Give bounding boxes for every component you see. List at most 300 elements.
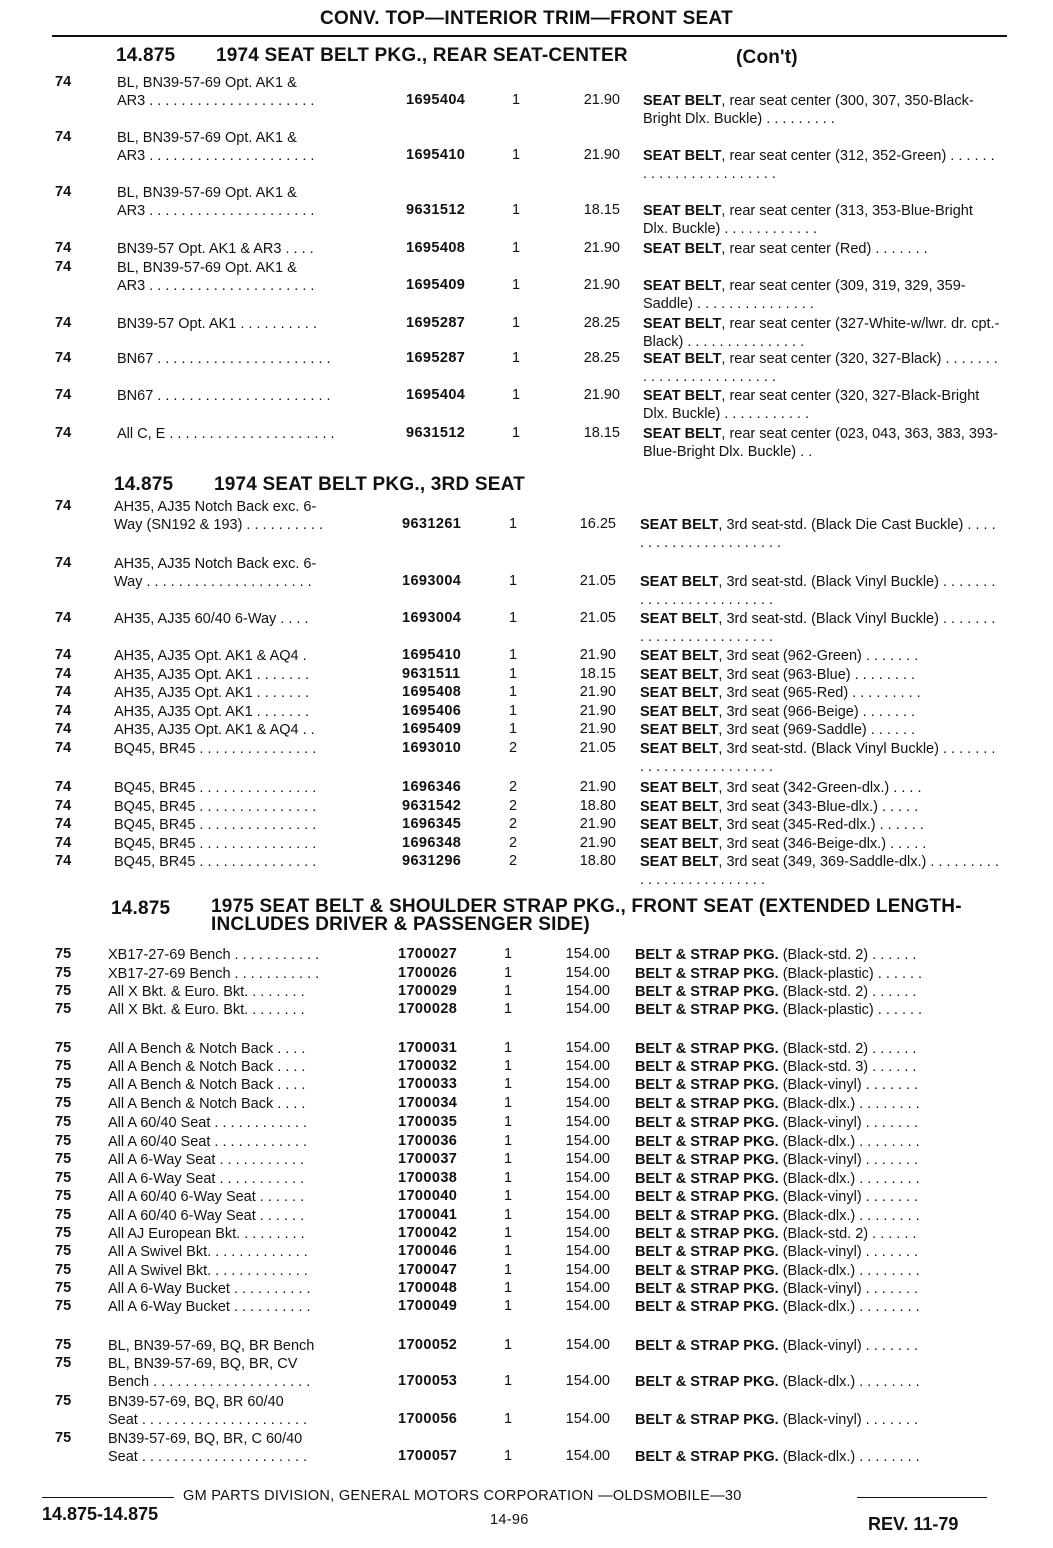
quantity: 1 <box>511 92 521 108</box>
quantity: 1 <box>511 387 521 403</box>
part-row <box>0 425 1053 465</box>
model-year: 74 <box>55 555 72 571</box>
part-number: 1700037 <box>398 1151 458 1167</box>
description-detail: (Black-dlx.) . . . . . . . . <box>778 1374 920 1390</box>
part-number: 1700042 <box>398 1225 458 1241</box>
application: All A Bench & Notch Back . . . . <box>108 1077 306 1093</box>
description <box>640 816 1000 834</box>
application: AH35, AJ35 Opt. AK1 & AQ4 . . <box>114 722 315 738</box>
part-number: 1700049 <box>398 1298 458 1314</box>
application: All X Bkt. & Euro. Bkt. . . . . . . . <box>108 1002 305 1018</box>
application: BQ45, BR45 . . . . . . . . . . . . . . . <box>114 741 317 757</box>
description-detail: , rear seat center (309, 319, 329, 359-Saddle) . . . . . . . . . . . . . . . <box>643 278 966 312</box>
description <box>635 965 1000 983</box>
model-year: 75 <box>55 1151 72 1167</box>
model-year: 75 <box>55 1207 72 1223</box>
description-name: SEAT BELT <box>640 704 719 720</box>
application: All AJ European Bkt. . . . . . . . . <box>108 1226 305 1242</box>
description-name: SEAT BELT <box>643 351 722 367</box>
description <box>635 1133 1000 1151</box>
part-row <box>0 555 1053 608</box>
description-detail: , 3rd seat-std. (Black Vinyl Buckle) . . . . . . . . . . . . . . . . . . . . . . . . <box>640 741 996 775</box>
description-detail: , rear seat center (Red) . . . . . . . <box>721 241 928 257</box>
description-name: BELT & STRAP PKG. <box>635 1002 779 1018</box>
quantity: 1 <box>511 240 521 256</box>
description <box>635 1373 1000 1391</box>
description <box>635 1114 1000 1132</box>
quantity: 1 <box>511 315 521 331</box>
part-number: 9631261 <box>402 516 462 532</box>
model-year: 74 <box>55 315 72 331</box>
section-number: 14.875 <box>116 45 176 66</box>
model-year: 75 <box>55 983 72 999</box>
model-year: 75 <box>55 1095 72 1111</box>
application: BQ45, BR45 . . . . . . . . . . . . . . . <box>114 799 317 815</box>
description-name: BELT & STRAP PKG. <box>635 1412 779 1428</box>
price: 21.05 <box>579 610 616 626</box>
description-name: BELT & STRAP PKG. <box>635 1299 779 1315</box>
header-rule <box>52 35 1007 37</box>
part-number: 1700038 <box>398 1170 458 1186</box>
application: BQ45, BR45 . . . . . . . . . . . . . . . <box>114 836 317 852</box>
quantity: 1 <box>503 1040 513 1056</box>
model-year: 75 <box>55 965 72 981</box>
description <box>643 147 1000 183</box>
quantity: 1 <box>503 1095 513 1111</box>
quantity: 1 <box>511 277 521 293</box>
price: 21.05 <box>579 573 616 589</box>
price: 154.00 <box>565 983 610 999</box>
description-detail: , 3rd seat (345-Red-dlx.) . . . . . . <box>718 817 924 833</box>
quantity: 1 <box>503 1170 513 1186</box>
part-row <box>0 184 1053 237</box>
model-year: 74 <box>55 666 72 682</box>
footer-publisher: GM PARTS DIVISION, GENERAL MOTORS CORPORATION —OLDSMOBILE—30 <box>183 1488 742 1504</box>
model-year: 74 <box>55 703 72 719</box>
description <box>635 946 1000 964</box>
application: All A 6-Way Bucket . . . . . . . . . . <box>108 1281 311 1297</box>
price: 154.00 <box>565 1133 610 1149</box>
quantity: 2 <box>508 798 518 814</box>
quantity: 1 <box>503 965 513 981</box>
model-year: 75 <box>55 1170 72 1186</box>
quantity: 1 <box>503 983 513 999</box>
description-detail: , 3rd seat (969-Saddle) . . . . . . <box>718 722 916 738</box>
application: BN67 . . . . . . . . . . . . . . . . . . . . . . <box>117 351 331 367</box>
model-year: 74 <box>55 387 72 403</box>
description-detail: (Black-plastic) . . . . . . <box>778 966 923 982</box>
description-name: BELT & STRAP PKG. <box>635 1338 779 1354</box>
part-number: 1695287 <box>406 350 466 366</box>
quantity: 1 <box>503 1373 513 1389</box>
part-number: 1695408 <box>406 240 466 256</box>
price: 154.00 <box>565 1280 610 1296</box>
part-number: 1695409 <box>402 721 462 737</box>
quantity: 1 <box>511 202 521 218</box>
model-year: 74 <box>55 184 72 200</box>
price: 154.00 <box>565 1298 610 1314</box>
description-detail: (Black-dlx.) . . . . . . . . <box>778 1208 920 1224</box>
description <box>640 835 1000 853</box>
model-year: 75 <box>55 1280 72 1296</box>
quantity: 1 <box>508 647 518 663</box>
price: 154.00 <box>565 1243 610 1259</box>
description-name: SEAT BELT <box>643 388 722 404</box>
description-name: SEAT BELT <box>643 278 722 294</box>
description-detail: , rear seat center (023, 043, 363, 383, 393-Blue-Bright Dlx. Buckle) . . <box>643 426 998 460</box>
price: 21.90 <box>579 835 616 851</box>
description <box>640 740 1000 776</box>
description-detail: , rear seat center (320, 327-Black) . . . . . . . . . . . . . . . . . . . . . . . . <box>643 351 998 385</box>
quantity: 1 <box>503 1188 513 1204</box>
application: All A 6-Way Bucket . . . . . . . . . . <box>108 1299 311 1315</box>
quantity: 1 <box>503 1337 513 1353</box>
model-year: 75 <box>55 1337 72 1353</box>
description-name: BELT & STRAP PKG. <box>635 1152 779 1168</box>
quantity: 1 <box>503 1207 513 1223</box>
description <box>643 240 1000 258</box>
part-number: 1700027 <box>398 946 458 962</box>
price: 154.00 <box>565 1337 610 1353</box>
part-row <box>0 259 1053 312</box>
description-name: SEAT BELT <box>643 316 722 332</box>
part-number: 9631296 <box>402 853 462 869</box>
description-detail: (Black-std. 2) . . . . . . <box>778 1226 917 1242</box>
part-number: 1700029 <box>398 983 458 999</box>
description <box>640 573 1000 609</box>
description <box>635 1298 1000 1316</box>
part-number: 1700047 <box>398 1262 458 1278</box>
model-year: 74 <box>55 129 72 145</box>
price: 18.15 <box>579 666 616 682</box>
model-year: 75 <box>55 1393 72 1409</box>
description <box>635 983 1000 1001</box>
part-number: 1700034 <box>398 1095 458 1111</box>
part-number: 1700048 <box>398 1280 458 1296</box>
price: 18.15 <box>583 425 620 441</box>
description <box>635 1076 1000 1094</box>
quantity: 1 <box>503 1298 513 1314</box>
section-continued: (Con't) <box>736 47 798 68</box>
description <box>635 1095 1000 1113</box>
description-detail: , 3rd seat (966-Beige) . . . . . . . <box>718 704 916 720</box>
description-detail: , rear seat center (327-White-w/lwr. dr. cpt.-Black) . . . . . . . . . . . . . . . <box>643 316 1000 350</box>
description <box>643 387 1000 423</box>
quantity: 1 <box>511 350 521 366</box>
quantity: 1 <box>503 946 513 962</box>
quantity: 2 <box>508 816 518 832</box>
application: BL, BN39-57-69, BQ, BR Bench <box>108 1338 315 1354</box>
part-row <box>0 315 1053 355</box>
part-number: 1700046 <box>398 1243 458 1259</box>
footer-rule-left <box>42 1497 174 1498</box>
price: 154.00 <box>565 1058 610 1074</box>
quantity: 1 <box>511 147 521 163</box>
part-number: 1693004 <box>402 573 462 589</box>
application: BL, BN39-57-69 Opt. AK1 & AR3 . . . . . . . . . . . . . . . . . . . . . <box>117 130 315 164</box>
model-year: 75 <box>55 1298 72 1314</box>
description <box>635 1262 1000 1280</box>
description-name: BELT & STRAP PKG. <box>635 1041 779 1057</box>
description <box>640 516 1000 552</box>
application: XB17-27-69 Bench . . . . . . . . . . . <box>108 966 320 982</box>
price: 18.80 <box>579 798 616 814</box>
part-row <box>0 350 1053 390</box>
model-year: 74 <box>55 350 72 366</box>
price: 21.90 <box>579 647 616 663</box>
description <box>635 1188 1000 1206</box>
price: 154.00 <box>565 1170 610 1186</box>
description-name: BELT & STRAP PKG. <box>635 1263 779 1279</box>
footer-section-range: 14.875-14.875 <box>42 1504 159 1524</box>
model-year: 75 <box>55 1430 72 1446</box>
description-name: SEAT BELT <box>640 836 719 852</box>
price: 154.00 <box>565 1188 610 1204</box>
application: AH35, AJ35 Notch Back exc. 6- Way . . . . . . . . . . . . . . . . . . . . . <box>114 556 317 590</box>
description-name: BELT & STRAP PKG. <box>635 966 779 982</box>
quantity: 1 <box>503 1411 513 1427</box>
part-number: 1700041 <box>398 1207 458 1223</box>
description-detail: , 3rd seat (343-Blue-dlx.) . . . . . <box>718 799 919 815</box>
application: All A Swivel Bkt. . . . . . . . . . . . . <box>108 1244 308 1260</box>
description-name: SEAT BELT <box>643 241 722 257</box>
description-detail: (Black-std. 2) . . . . . . <box>778 984 917 1000</box>
description-detail: (Black-vinyl) . . . . . . . <box>778 1244 919 1260</box>
description <box>635 1170 1000 1188</box>
quantity: 1 <box>503 1133 513 1149</box>
description-name: SEAT BELT <box>640 741 719 757</box>
application: BN67 . . . . . . . . . . . . . . . . . . . . . . <box>117 388 331 404</box>
price: 21.90 <box>583 92 620 108</box>
part-number: 1696348 <box>402 835 462 851</box>
description-detail: , 3rd seat-std. (Black Vinyl Buckle) . . . . . . . . . . . . . . . . . . . . . . . . <box>640 611 996 645</box>
quantity: 2 <box>508 835 518 851</box>
price: 21.90 <box>583 387 620 403</box>
part-number: 1700033 <box>398 1076 458 1092</box>
part-number: 1700035 <box>398 1114 458 1130</box>
model-year: 74 <box>55 74 72 90</box>
section-title: 1974 SEAT BELT PKG., 3RD SEAT <box>214 474 525 495</box>
description <box>635 1207 1000 1225</box>
description-name: SEAT BELT <box>643 426 722 442</box>
price: 21.90 <box>579 721 616 737</box>
model-year: 75 <box>55 1355 72 1371</box>
description-detail: (Black-vinyl) . . . . . . . <box>778 1338 919 1354</box>
description-detail: (Black-dlx.) . . . . . . . . <box>778 1134 920 1150</box>
quantity: 1 <box>503 1114 513 1130</box>
description-name: SEAT BELT <box>640 817 719 833</box>
application: BL, BN39-57-69 Opt. AK1 & AR3 . . . . . . . . . . . . . . . . . . . . . <box>117 75 315 109</box>
section-number: 14.875 <box>114 474 174 495</box>
description-name: BELT & STRAP PKG. <box>635 1244 779 1260</box>
application: BN39-57 Opt. AK1 . . . . . . . . . . <box>117 316 317 332</box>
part-row <box>0 1393 1053 1433</box>
footer-revision: REV. 11-79 <box>868 1514 959 1534</box>
application: All A 60/40 Seat . . . . . . . . . . . . <box>108 1134 308 1150</box>
description-detail: , 3rd seat (346-Beige-dlx.) . . . . . <box>718 836 927 852</box>
description-name: BELT & STRAP PKG. <box>635 1374 779 1390</box>
application: All A 6-Way Seat . . . . . . . . . . . <box>108 1152 305 1168</box>
description-name: BELT & STRAP PKG. <box>635 1226 779 1242</box>
description-detail: (Black-std. 2) . . . . . . <box>778 947 917 963</box>
description-name: SEAT BELT <box>640 667 719 683</box>
description-detail: (Black-vinyl) . . . . . . . <box>778 1281 919 1297</box>
price: 154.00 <box>565 1040 610 1056</box>
description <box>635 1151 1000 1169</box>
quantity: 1 <box>503 1151 513 1167</box>
model-year: 74 <box>55 721 72 737</box>
description-name: BELT & STRAP PKG. <box>635 1115 779 1131</box>
description <box>643 202 1000 238</box>
part-row <box>0 853 1053 893</box>
price: 28.25 <box>583 315 620 331</box>
quantity: 1 <box>508 573 518 589</box>
footer-rule-right <box>857 1497 987 1498</box>
application: BQ45, BR45 . . . . . . . . . . . . . . . <box>114 854 317 870</box>
part-number: 1700056 <box>398 1411 458 1427</box>
part-number: 1695406 <box>402 703 462 719</box>
description-name: BELT & STRAP PKG. <box>635 1208 779 1224</box>
description <box>640 721 1000 739</box>
description <box>640 798 1000 816</box>
part-number: 1700036 <box>398 1133 458 1149</box>
application: BN39-57 Opt. AK1 & AR3 . . . . <box>117 241 314 257</box>
price: 21.90 <box>583 240 620 256</box>
section-title: 1974 SEAT BELT PKG., REAR SEAT-CENTER <box>216 45 628 66</box>
model-year: 74 <box>55 816 72 832</box>
part-number: 1693010 <box>402 740 462 756</box>
quantity: 1 <box>503 1448 513 1464</box>
quantity: 1 <box>508 610 518 626</box>
price: 154.00 <box>565 1373 610 1389</box>
description-name: SEAT BELT <box>640 611 719 627</box>
quantity: 1 <box>503 1243 513 1259</box>
description-name: SEAT BELT <box>643 148 722 164</box>
model-year: 75 <box>55 1076 72 1092</box>
part-number: 9631512 <box>406 425 466 441</box>
description <box>635 1058 1000 1076</box>
part-number: 1695410 <box>406 147 466 163</box>
section-title: 1975 SEAT BELT & SHOULDER STRAP PKG., FRONT SEAT (EXTENDED LENGTH-INCLUDES DRIVER & PASSENGER SIDE) <box>211 896 962 935</box>
quantity: 1 <box>503 1001 513 1017</box>
description-detail: (Black-dlx.) . . . . . . . . <box>778 1299 920 1315</box>
model-year: 74 <box>55 740 72 756</box>
description-detail: (Black-dlx.) . . . . . . . . <box>778 1449 920 1465</box>
price: 21.90 <box>579 703 616 719</box>
application: All A Bench & Notch Back . . . . <box>108 1041 306 1057</box>
description-name: SEAT BELT <box>640 685 719 701</box>
price: 154.00 <box>565 1207 610 1223</box>
description <box>640 853 1000 889</box>
price: 18.80 <box>579 853 616 869</box>
model-year: 74 <box>55 835 72 851</box>
price: 21.05 <box>579 740 616 756</box>
description-name: BELT & STRAP PKG. <box>635 1189 779 1205</box>
description-detail: (Black-dlx.) . . . . . . . . <box>778 1096 920 1112</box>
description-name: SEAT BELT <box>640 648 719 664</box>
part-number: 1696346 <box>402 779 462 795</box>
part-row <box>0 610 1053 650</box>
description-detail: (Black-vinyl) . . . . . . . <box>778 1152 919 1168</box>
description <box>643 277 1000 313</box>
description-detail: , 3rd seat-std. (Black Vinyl Buckle) . . . . . . . . . . . . . . . . . . . . . . . . <box>640 574 996 608</box>
part-row <box>0 129 1053 182</box>
description-name: SEAT BELT <box>640 722 719 738</box>
part-number: 1695408 <box>402 684 462 700</box>
model-year: 75 <box>55 1188 72 1204</box>
description-detail: (Black-std. 2) . . . . . . <box>778 1041 917 1057</box>
description <box>635 1225 1000 1243</box>
description-detail: , rear seat center (313, 353-Blue-Bright Dlx. Buckle) . . . . . . . . . . . . <box>643 203 973 237</box>
price: 21.90 <box>579 779 616 795</box>
part-number: 1700026 <box>398 965 458 981</box>
description-detail: (Black-vinyl) . . . . . . . <box>778 1189 919 1205</box>
quantity: 1 <box>503 1076 513 1092</box>
model-year: 74 <box>55 684 72 700</box>
quantity: 1 <box>508 516 518 532</box>
model-year: 75 <box>55 1133 72 1149</box>
description <box>643 350 1000 386</box>
part-number: 1700040 <box>398 1188 458 1204</box>
part-row <box>0 1298 1053 1338</box>
quantity: 1 <box>508 703 518 719</box>
description-detail: (Black-vinyl) . . . . . . . <box>778 1115 919 1131</box>
description <box>640 684 1000 702</box>
page-header: CONV. TOP—INTERIOR TRIM—FRONT SEAT <box>319 8 734 29</box>
description <box>635 1001 1000 1019</box>
section-number: 14.875 <box>111 898 171 919</box>
application: BN39-57-69, BQ, BR 60/40 Seat . . . . . . . . . . . . . . . . . . . . . <box>108 1394 308 1428</box>
model-year: 75 <box>55 1040 72 1056</box>
application: BN39-57-69, BQ, BR, C 60/40 Seat . . . . . . . . . . . . . . . . . . . . . <box>108 1431 308 1465</box>
description-name: SEAT BELT <box>640 854 719 870</box>
price: 154.00 <box>565 1095 610 1111</box>
description-detail: , 3rd seat (965-Red) . . . . . . . . . <box>718 685 921 701</box>
description-detail: , 3rd seat (962-Green) . . . . . . . <box>718 648 919 664</box>
description-name: SEAT BELT <box>643 203 722 219</box>
description-name: BELT & STRAP PKG. <box>635 1171 779 1187</box>
application: AH35, AJ35 Opt. AK1 . . . . . . . <box>114 704 310 720</box>
description-detail: , rear seat center (312, 352-Green) . . . . . . . . . . . . . . . . . . . . . . . <box>643 148 995 182</box>
quantity: 1 <box>503 1225 513 1241</box>
application: AH35, AJ35 Notch Back exc. 6- Way (SN192 & 193) . . . . . . . . . . <box>114 499 323 533</box>
application: All X Bkt. & Euro. Bkt. . . . . . . . <box>108 984 305 1000</box>
part-row <box>0 387 1053 427</box>
model-year: 74 <box>55 647 72 663</box>
model-year: 74 <box>55 779 72 795</box>
application: BL, BN39-57-69 Opt. AK1 & AR3 . . . . . . . . . . . . . . . . . . . . . <box>117 185 315 219</box>
description-name: BELT & STRAP PKG. <box>635 1096 779 1112</box>
price: 154.00 <box>565 1151 610 1167</box>
application: All A Swivel Bkt. . . . . . . . . . . . . <box>108 1263 308 1279</box>
application: AH35, AJ35 Opt. AK1 & AQ4 . <box>114 648 307 664</box>
application: AH35, AJ35 60/40 6-Way . . . . <box>114 611 309 627</box>
model-year: 74 <box>55 853 72 869</box>
description-name: SEAT BELT <box>640 799 719 815</box>
description <box>640 666 1000 684</box>
part-row <box>0 1001 1053 1041</box>
application: All A 60/40 Seat . . . . . . . . . . . . <box>108 1115 308 1131</box>
part-number: 1693004 <box>402 610 462 626</box>
quantity: 1 <box>503 1262 513 1278</box>
part-number: 1696345 <box>402 816 462 832</box>
application: AH35, AJ35 Opt. AK1 . . . . . . . <box>114 685 310 701</box>
description <box>635 1243 1000 1261</box>
part-number: 1700032 <box>398 1058 458 1074</box>
price: 28.25 <box>583 350 620 366</box>
part-number: 1700057 <box>398 1448 458 1464</box>
model-year: 75 <box>55 946 72 962</box>
